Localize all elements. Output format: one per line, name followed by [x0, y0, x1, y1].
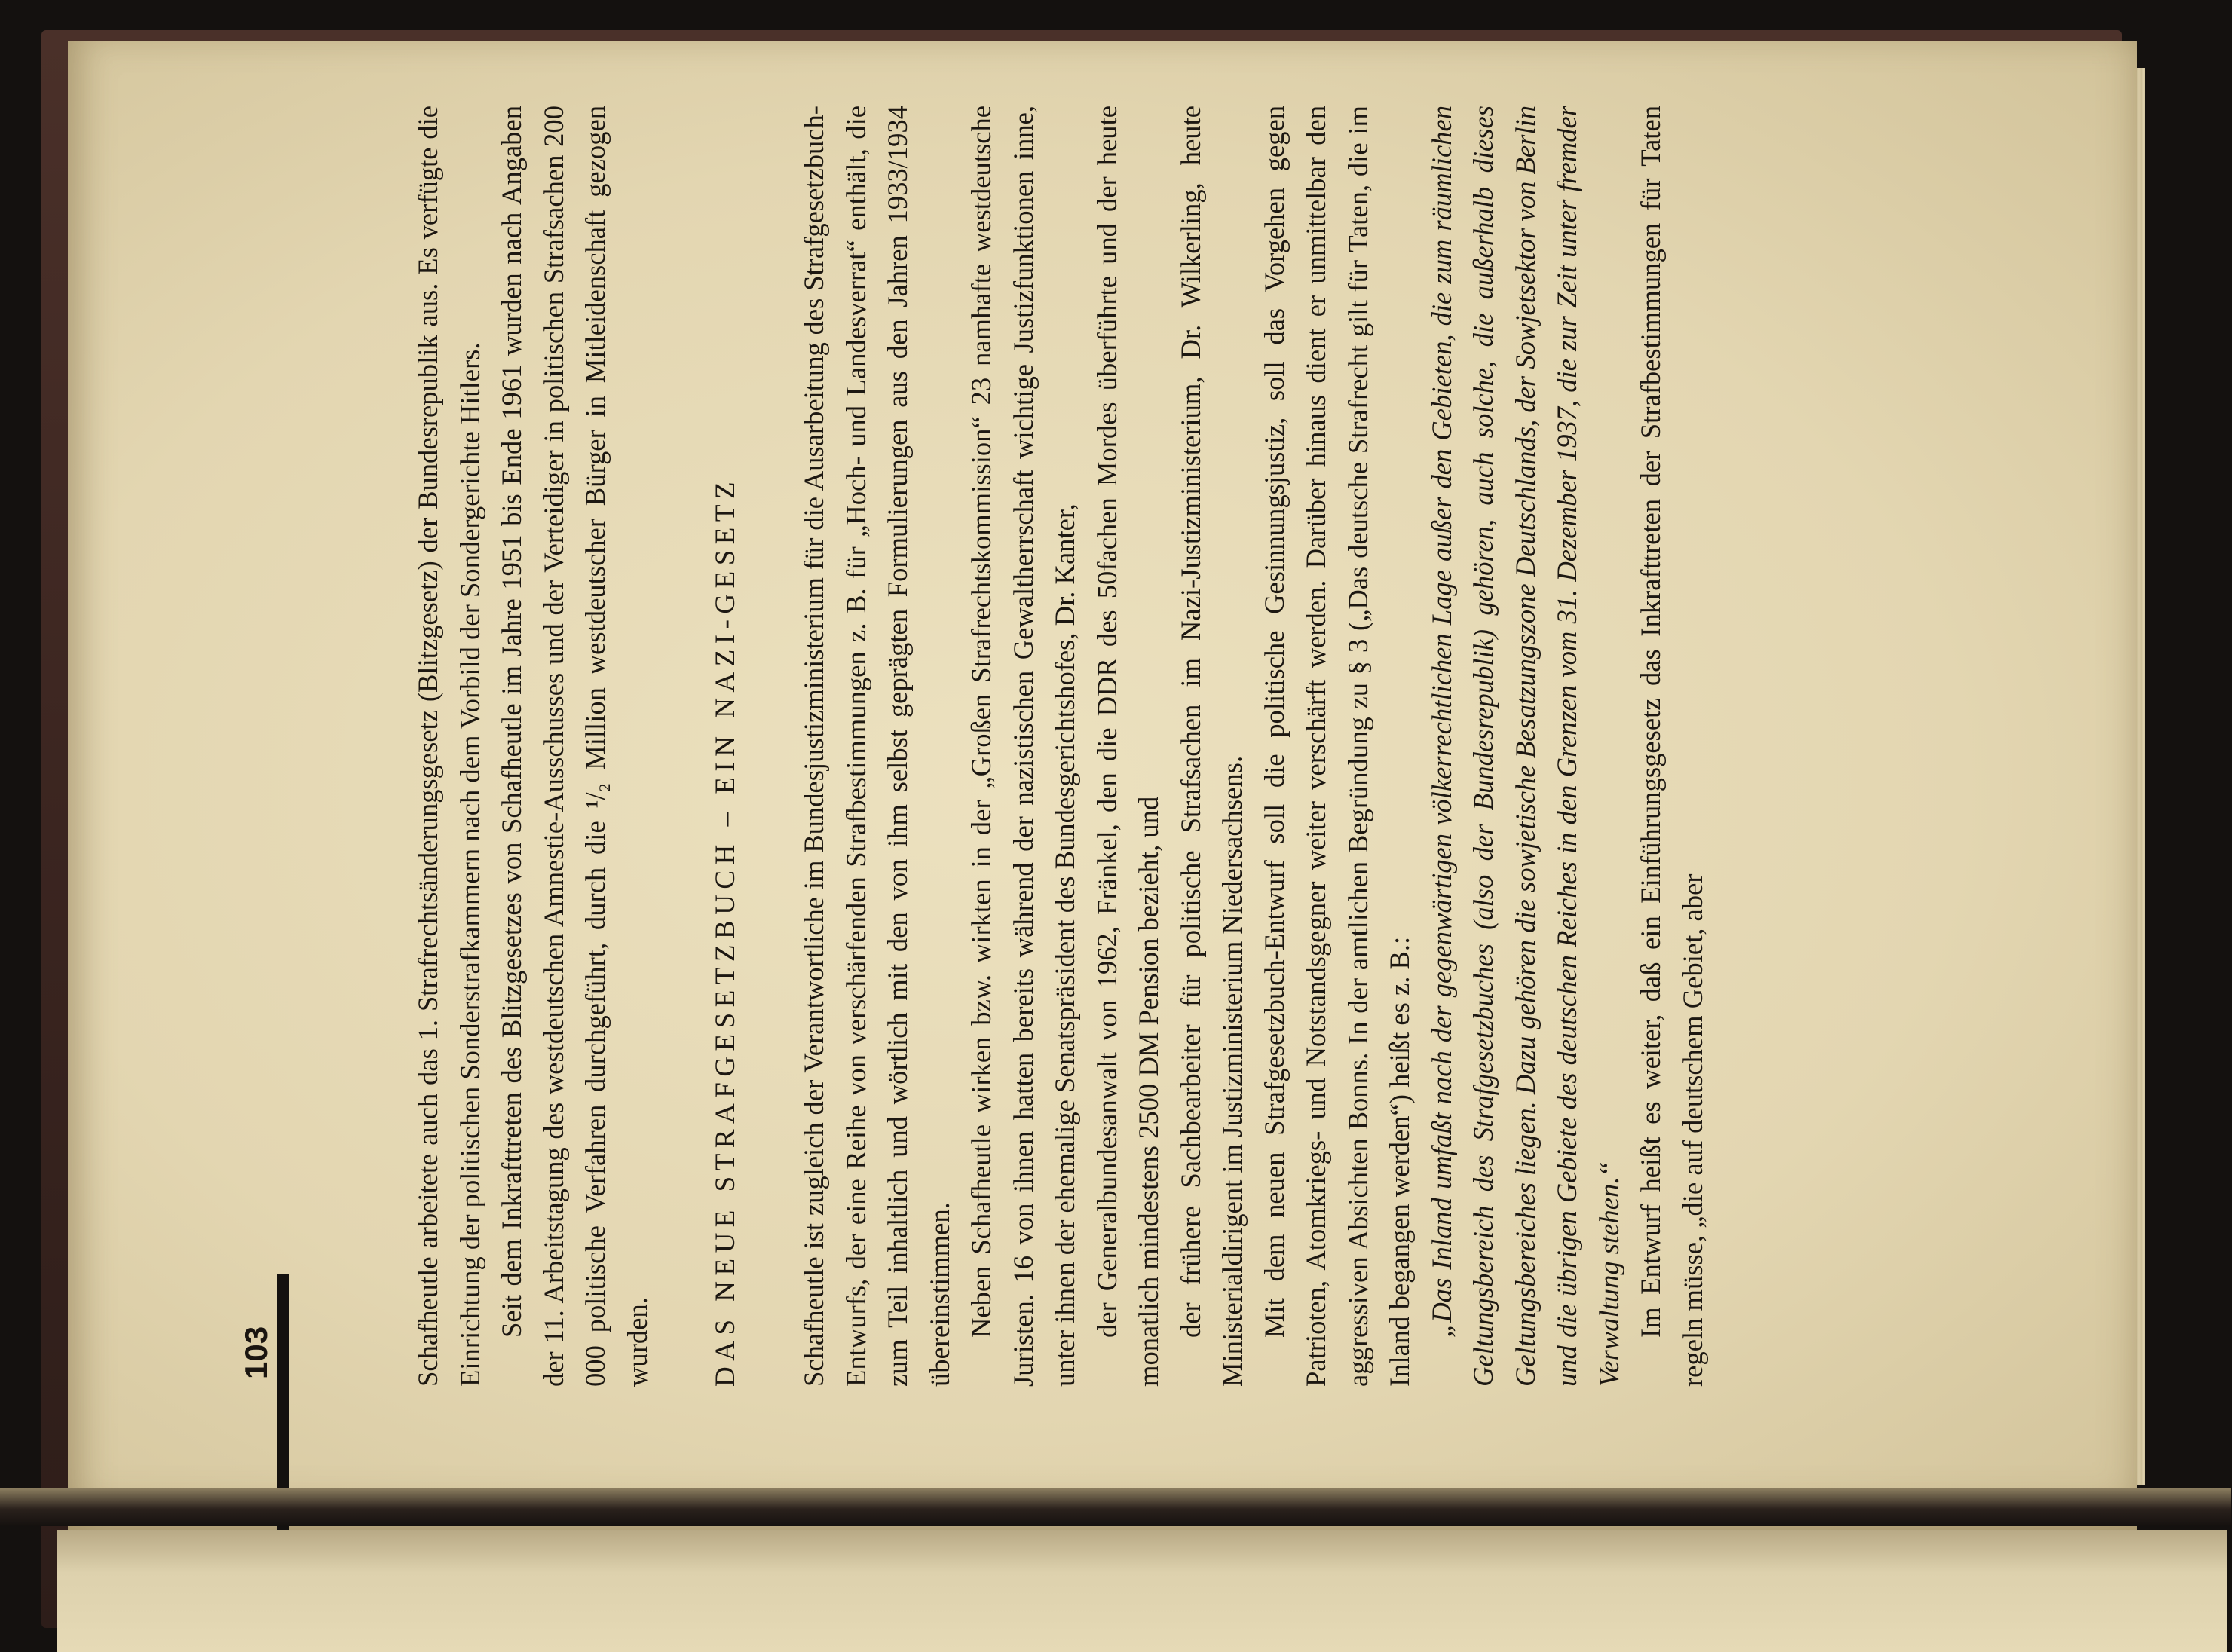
paragraph: Mit dem neuen Strafgesetzbuch-Entwurf soll die politische Gesinnungsjustiz, soll das Vorgehen gegen Patrioten, Atomkriegs- und Notstandsgegner weiter verschärft werden. Darüber hinaus dient er unmittelbar den aggressiven Absichten Bonns. In der amtlichen Begründung zu § 3 („Das deutsche Strafrecht gilt für Taten, die im Inland begangen werden“) heißt es z. B.:	[1258, 106, 1415, 1387]
book-gutter	[0, 1488, 2231, 1526]
left-page-text	[94, 1530, 2227, 1650]
paragraph: der Generalbundesanwalt von 1962, Fränkel, den die DDR des 50fachen Mordes überführte und der heute monatlich mindestens 2500 DM Pension bezieht, und	[1091, 106, 1164, 1387]
paragraph: der frühere Sachbearbeiter für politische Strafsachen im Nazi-Justizministerium, Dr. Wilkerling, heute Ministerialdirigent im Justizministerium Niedersachsens.	[1174, 106, 1248, 1387]
book-page-left	[57, 1530, 2227, 1652]
paragraph: Im Entwurf heißt es weiter, daß ein Einführungsgesetz das Inkrafttreten der Strafbestimmungen für Taten regeln müsse, „die auf deutschem Gebiet, aber	[1635, 106, 1708, 1387]
book-page-103	[68, 41, 2137, 1530]
paragraph: Schafheutle arbeitete auch das 1. Strafrechtsänderungsgesetz (Blitzgesetz) der Bundesrepublik aus. Es verfügte die Einrichtung der politischen Sonderstrafkammern nach dem Vorbild der Sondergerichte Hitlers.	[412, 106, 485, 1387]
page-number: 103	[238, 1326, 274, 1379]
paragraph: Seit dem Inkrafttreten des Blitzgesetzes von Schafheutle im Jahre 1951 bis Ende 1961 wurden nach Angaben der 11. Arbeitstagung des westdeutschen Amnestie-Ausschusses und der Verteidiger in politischen Strafsachen 200 000 politische Verfahren durchgeführt, durch die ¹/₂ Million westdeutscher Bürger in Mitleidenschaft gezogen wurden.	[496, 106, 653, 1387]
paragraphs-after-heading	[793, 106, 1713, 1387]
paragraphs-before-heading	[407, 106, 658, 1387]
section-heading: DAS NEUE STRAFGESETZBUCH – EIN NAZI-GESETZ	[710, 476, 741, 1387]
paragraph: „Das Inland umfaßt nach der gegenwärtigen völkerrechtlichen Lage außer den Gebieten, die zum räumlichen Geltungsbereich des Strafgesetzbuches (also der Bundesrepublik) gehören, auch solche, die außerhalb dieses Geltungsbereiches liegen. Dazu gehören die sowjetische Besatzungszone Deutschlands, der Sowjetsektor von Berlin und die übrigen Gebiete des deutschen Reiches in den Grenzen vom 31. Dezember 1937, die zur Zeit unter fremder Verwaltung stehen.“	[1425, 106, 1624, 1387]
paragraph: Schafheutle ist zugleich der Verantwortliche im Bundesjustizministerium für die Ausarbeitung des Strafgesetzbuch-Entwurfs, der eine Reihe von verschärfenden Strafbestimmungen z. B. für „Hoch- und Landesverrat“ enthält, die zum Teil inhaltlich und wörtlich mit den von ihm selbst geprägten Formulierungen aus den Jahren 1933/1934 übereinstimmen.	[798, 106, 955, 1387]
paragraph: Neben Schafheutle wirken bzw. wirkten in der „Großen Strafrechtskommission“ 23 namhafte westdeutsche Juristen. 16 von ihnen hatten bereits während der nazistischen Gewaltherrschaft wichtige Justizfunktionen inne, unter ihnen der ehemalige Senatspräsident des Bundesgerichtshofes, Dr. Kanter,	[966, 106, 1080, 1387]
page-text-block	[238, 106, 1708, 1387]
